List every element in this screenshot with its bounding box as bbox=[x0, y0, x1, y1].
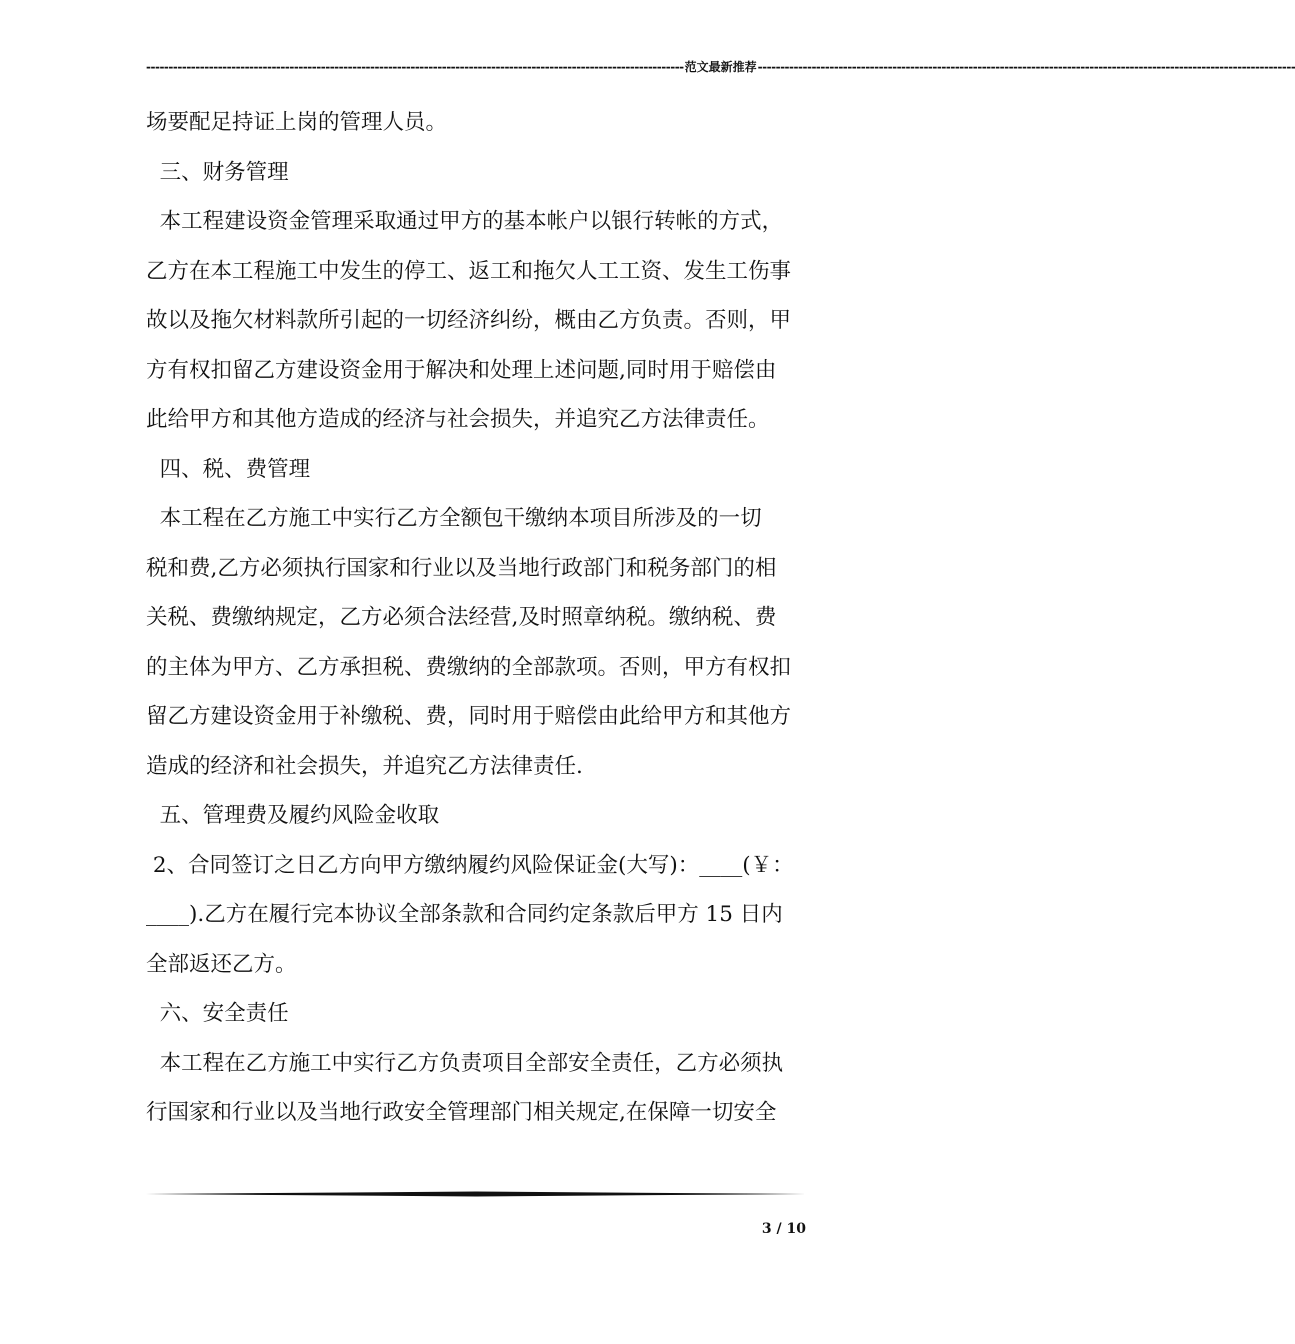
text-line: 场要配足持证上岗的管理人员。 bbox=[146, 110, 448, 135]
section-heading: 六、安全责任 bbox=[146, 1001, 289, 1026]
text-line: 的主体为甲方、乙方承担税、费缴纳的全部款项。否则，甲方有权扣 bbox=[146, 654, 792, 680]
text-line: 行国家和行业以及当地行政安全管理部门相关规定,在保障一切安全 bbox=[146, 1100, 777, 1125]
text-line: 乙方在本工程施工中发生的停工、返工和拖欠人工工资、发生工伤事 bbox=[146, 258, 792, 284]
header-dashes-left: ------------------------------------------------------------------------------------------------------------------------ bbox=[146, 60, 684, 74]
text-line: 本工程在乙方施工中实行乙方全额包干缴纳本项目所涉及的一切 bbox=[146, 506, 762, 531]
section-heading: 五、管理费及履约风险金收取 bbox=[146, 803, 440, 828]
text-line: 留乙方建设资金用于补缴税、费，同时用于赔偿由此给甲方和其他方 bbox=[146, 704, 792, 729]
text-line: 本工程在乙方施工中实行乙方负责项目全部安全责任，乙方必须执 bbox=[146, 1050, 784, 1076]
text-line: 故以及拖欠材料款所引起的一切经济纠纷，概由乙方负责。否则，甲 bbox=[146, 308, 792, 333]
text-line: 此给甲方和其他方造成的经济与社会损失，并追究乙方法律责任。 bbox=[146, 407, 770, 432]
text-line: 造成的经济和社会损失，并追究乙方法律责任. bbox=[146, 753, 583, 779]
header-dashes-right: ------------------------------------------------------------------------------------------------------------------------ bbox=[757, 60, 1295, 74]
section-heading: 四、税、费管理 bbox=[146, 456, 311, 482]
document-body bbox=[146, 98, 814, 1138]
page-number: 3 / 10 bbox=[761, 1221, 806, 1237]
text-line: 税和费,乙方必须执行国家和行业以及当地行政部门和税务部门的相 bbox=[146, 555, 777, 581]
text-line: 2、合同签订之日乙方向甲方缴纳履约风险保证金(大写)：____(￥： bbox=[146, 852, 794, 878]
text-line: 本工程建设资金管理采取通过甲方的基本帐户以银行转帐的方式， bbox=[146, 209, 784, 234]
header-title: 范文最新推荐 bbox=[684, 60, 757, 74]
section-heading: 三、财务管理 bbox=[146, 159, 289, 185]
text-line: 方有权扣留乙方建设资金用于解决和处理上述问题,同时用于赔偿由 bbox=[146, 357, 777, 383]
text-line: ____).乙方在履行完本协议全部条款和合同约定条款后甲方 15 日内 bbox=[146, 902, 783, 927]
footer-rule bbox=[146, 1191, 806, 1197]
page-header bbox=[146, 58, 1295, 76]
text-line: 关税、费缴纳规定，乙方必须合法经营,及时照章纳税。缴纳税、费 bbox=[146, 605, 777, 630]
text-line: 全部返还乙方。 bbox=[146, 951, 297, 977]
